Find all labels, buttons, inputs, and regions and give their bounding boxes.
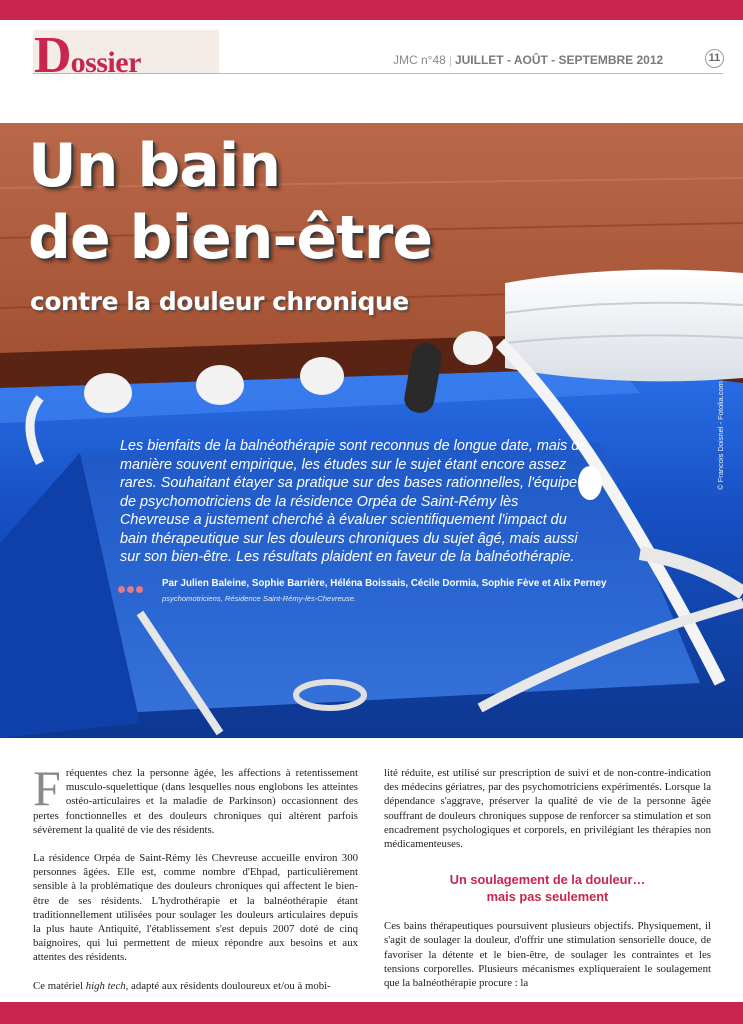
dot-icon <box>136 586 143 593</box>
issue-info <box>393 53 663 67</box>
paragraph-3-start: Ce matériel <box>33 979 86 992</box>
article-authors: Par Julien Baleine, Sophie Barrière, Héléna Boissais, Cécile Dormia, Sophie Fève et Alix Perney <box>162 578 607 589</box>
page-number: 11 <box>705 49 724 68</box>
paragraph-3-end: , adapté aux résidents douloureux et/ou à mobi- <box>125 979 331 992</box>
rubric-initial: D <box>34 27 71 84</box>
rubric-rest: ossier <box>70 46 141 79</box>
jet-knob <box>196 365 244 405</box>
dot-icon <box>127 586 134 593</box>
jet-knob <box>300 357 344 395</box>
author-dots <box>118 580 145 598</box>
author-affiliation: psychomotriciens, Résidence Saint-Rémy-lès-Chevreuse. <box>162 594 357 603</box>
issue-number: JMC n°48 <box>393 53 446 67</box>
subheading-line-1: Un soulagement de la douleur… <box>449 872 646 888</box>
subheading-line-2: mais pas seulement <box>486 889 609 905</box>
article-subtitle: contre la douleur chronique <box>30 287 409 316</box>
article-title <box>28 130 432 274</box>
title-line-2: de bien-être <box>28 203 433 273</box>
jet-knob <box>84 373 132 413</box>
rubric-title <box>34 26 141 85</box>
jet-knob <box>453 331 493 365</box>
top-accent-bar <box>0 0 743 20</box>
paragraph-3 <box>33 979 358 993</box>
issue-period: JUILLET - AOÛT - SEPTEMBRE 2012 <box>454 53 664 67</box>
body-column-2 <box>384 766 711 990</box>
towel-stack <box>505 270 743 382</box>
paragraph-4: lité réduite, est utilisé sur prescription de suivi et de non-contre-indication des médecins gériatres, par des psychomotriciens expérimentés. Lorsque la dépendance s'aggrave, préserver la qualité de vie de la personne âgée souffrant de douleurs chroniques suppose de renforcer sa stimulation et son encadrement psychologiques et corporels, en privilégiant les thérapies non médicamenteuses. <box>384 767 711 851</box>
body-column-1 <box>33 760 358 993</box>
photo-credit: © Francois Doisnel - Fotolia.com <box>716 381 725 490</box>
paragraph-1 <box>33 760 358 837</box>
dot-icon <box>118 586 125 593</box>
article-lead: Les bienfaits de la balnéothérapie sont reconnus de longue date, mais de manière souvent empirique, les études sur le sujet étant encore assez rares. Souhaitant étayer sa pratique sur des bases rationnelles, l'équipe de psychomotriciens de la résidence Orpéa de Saint-Rémy lès Chevreuse a justement cherché à évaluer scientifiquement l'impact du bain thérapeutique sur les douleurs chroniques du sujet âgé, mais aussi sur son bien-être. Les résultats plaident en faveur de la balnéothérapie. <box>120 438 588 565</box>
title-line-1: Un bain <box>28 131 281 201</box>
issue-separator: | <box>448 53 452 67</box>
paragraph-3-italic: high tech <box>85 979 126 992</box>
paragraph-5: Ces bains thérapeutiques poursuivent plusieurs objectifs. Physiquement, il s'agit de soulager la douleur, d'offrir une stimulation sensorielle douce, de favoriser la détente et le bien-être, de soulager les contraintes et les tensions corporelles. Plusieurs mécanismes expliqueraient le soulagement que la balnéothérapie procure : la <box>384 920 711 990</box>
paragraph-2: La résidence Orpéa de Saint-Rémy lès Chevreuse accueille environ 300 personnes âgées. Elle est, comme nombre d'Ehpad, particulièrement sensible à la problématique des douleurs chroniques qui affectent le bien-être de ses résidents. L'hydrothérapie et la balnéothérapie étant traditionnellement utilisées pour soulager les douleurs articulaires depuis la plus haute Antiquité, l'établissement s'est depuis 2007 doté de cinq baignoires, qui lui permettent de mieux répondre aux besoins et aux attentes des résidents. <box>33 852 358 964</box>
paragraph-1-text: réquentes chez la personne âgée, les affections à retentissement musculo-squelettique (dans lesquelles nous englobons les atteintes ostéo-articulaires et la maladie de Parkinson) occasionnent des pertes fonctionnelles et des douleurs chroniques qui altèrent parfois sévèrement la qualité de vie des résidents. <box>33 767 358 836</box>
drop-cap: F <box>33 760 61 816</box>
bottom-accent-bar <box>0 1002 743 1024</box>
section-subheading <box>384 871 711 905</box>
